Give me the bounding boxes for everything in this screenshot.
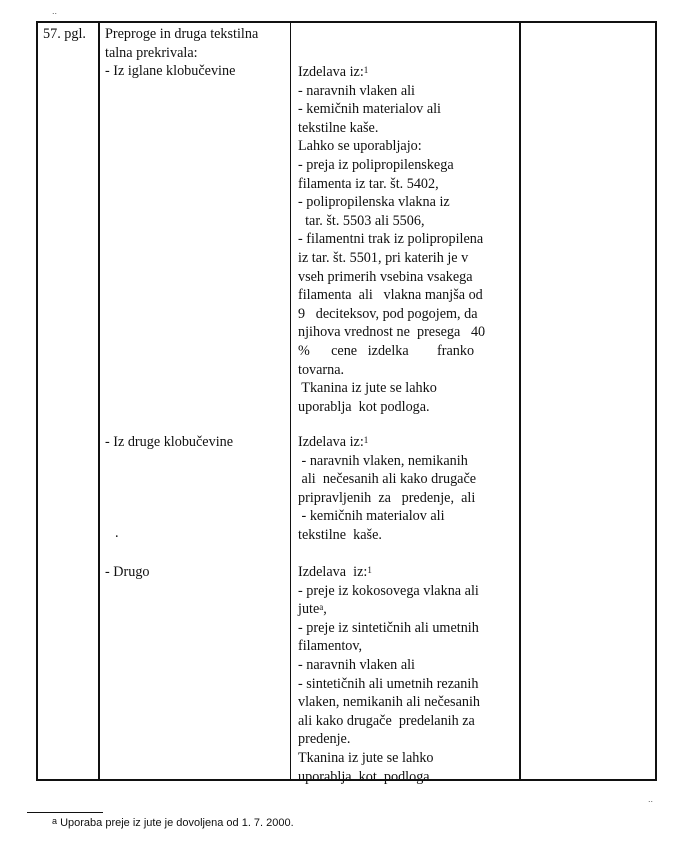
requirement-line: - kemičnih materialov ali: [298, 508, 445, 525]
column-divider-2: [290, 21, 291, 781]
footnote-text: Uporaba preje iz jute je dovoljena od 1. 7. 2000.: [60, 817, 294, 829]
heading-description: [105, 25, 258, 81]
requirement-line: tekstilne kaše.: [298, 119, 379, 136]
requirement-line: tekstilne kaše.: [298, 526, 382, 543]
heading-line: Preproge in druga tekstilna: [105, 26, 259, 42]
requirement-line: uporablja kot podloga.: [298, 398, 430, 415]
requirement-line: - preja iz polipropilenskega: [298, 156, 454, 173]
requirement-line: - naravnih vlaken ali: [298, 656, 415, 673]
requirement-line: filamentov,: [298, 638, 363, 655]
requirement-line: vlaken, nemikanih ali nečesanih: [298, 694, 481, 711]
requirement-line: % cene izdelka franko: [298, 342, 475, 359]
requirement-line: - naravnih vlaken ali: [298, 82, 415, 99]
scan-mark-bottom: ..: [648, 794, 654, 804]
item-label-other-felt: - Iz druge klobučevine: [105, 434, 234, 450]
requirement-line: pripravljenih za predenje, ali: [298, 489, 476, 506]
requirement-line: 9 deciteksov, pod pogojem, da: [298, 305, 478, 322]
footnote-marker: a: [52, 816, 58, 826]
requirements-needle-felt: [298, 63, 485, 416]
requirements-other: [298, 563, 480, 786]
requirement-line: uporablja kot podloga.: [298, 768, 434, 785]
requirement-line: - preje iz kokosovega vlakna ali: [298, 582, 479, 599]
requirement-line: tovarna.: [298, 361, 345, 378]
requirement-line: ali kako drugače predelanih za: [298, 712, 475, 729]
stray-dot: .: [115, 525, 119, 541]
column-divider-1: [98, 21, 100, 781]
heading-line: talna prekrivala:: [105, 44, 198, 61]
requirement-line: tar. št. 5503 ali 5506,: [298, 212, 425, 229]
requirement-line: - sintetičnih ali umetnih rezanih: [298, 675, 479, 692]
item-label-other: - Drugo: [105, 564, 150, 580]
requirement-line: - polipropilenska vlakna iz: [298, 194, 450, 211]
requirement-line: predenje.: [298, 731, 351, 748]
requirement-line: vseh primerih vsebina vsakega: [298, 268, 473, 285]
requirement-line: filamenta ali vlakna manjša od: [298, 287, 483, 304]
requirement-line: Tkanina iz jute se lahko: [298, 380, 437, 397]
requirement-line: Lahko se uporabljajo:: [298, 138, 422, 155]
requirement-line: filamenta iz tar. št. 5402,: [298, 175, 439, 192]
column-divider-3: [519, 21, 521, 781]
requirement-line: ali nečesanih ali kako drugače: [298, 471, 477, 488]
requirement-line: jute$^a$,: [298, 601, 327, 618]
footnote-separator: [27, 812, 103, 813]
requirement-line: Izdelava iz:$^1$: [298, 564, 372, 580]
requirements-other-felt: [298, 433, 476, 545]
footnote: [52, 816, 294, 830]
scan-mark-top: ..: [52, 6, 58, 16]
item-label-needle-felt: - Iz iglane klobučevine: [105, 63, 236, 80]
requirement-line: Tkanina iz jute se lahko: [298, 749, 434, 766]
requirement-line: iz tar. št. 5501, pri katerih je v: [298, 249, 469, 266]
requirement-line: - naravnih vlaken, nemikanih: [298, 452, 468, 469]
heading-number: 57. pgl.: [43, 26, 86, 42]
requirement-line: Izdelava iz:$^1$: [298, 434, 369, 450]
requirement-line: - filamentni trak iz polipropilena: [298, 231, 484, 248]
requirement-line: njihova vrednost ne presega 40: [298, 324, 486, 341]
requirement-line: Izdelava iz:$^1$: [298, 64, 369, 80]
requirement-line: - kemičnih materialov ali: [298, 101, 442, 118]
requirement-line: - preje iz sintetičnih ali umetnih: [298, 619, 479, 636]
